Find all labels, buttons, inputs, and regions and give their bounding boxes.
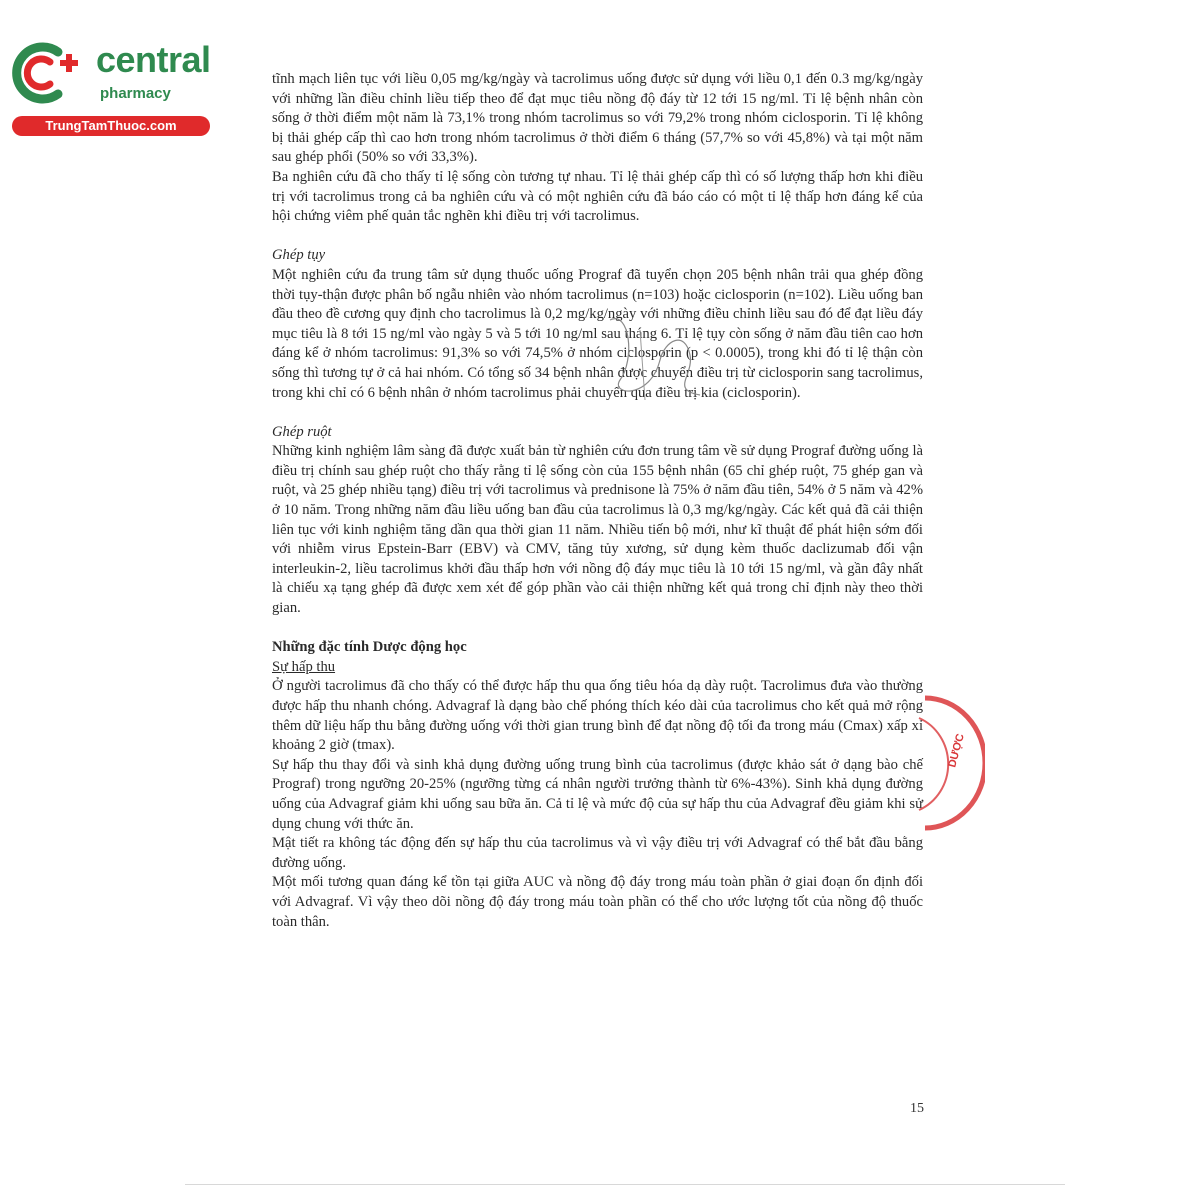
signature-mark bbox=[590, 300, 720, 420]
paragraph-absorption-4: Một mối tương quan đáng kể tồn tại giữa AUC và nồng độ đáy trong máu toàn phần ở giai đoạn ổn định đối với Advagraf. Vì vậy theo dõi nồng độ đáy trong máu toàn phần có thể cho ước lượng tốt của nồng độ thuốc toàn thân. bbox=[272, 874, 923, 930]
heading-absorption: Sự hấp thu bbox=[272, 658, 336, 675]
heading-intestinal-transplant: Ghép ruột bbox=[272, 423, 332, 440]
heading-pharmacokinetics: Những đặc tính Dược động học bbox=[272, 639, 467, 656]
red-stamp bbox=[915, 688, 985, 838]
logo-subtitle: pharmacy bbox=[100, 85, 171, 102]
paragraph-lung-transplant-results: tĩnh mạch liên tục với liều 0,05 mg/kg/ngày và tacrolimus uống được sử dụng với liều 0,1 đến 0.3 mg/kg/ngày với những lần điều chỉnh liều tiếp theo để đạt mục tiêu nồng độ đáy từ 12 tới 15 ng/ml. Tỉ lệ bệnh nhân còn sống ở thời điểm một năm là 73,1% trong nhóm tacrolimus so với 79,2% trong nhóm ciclosporin. Tỉ lệ không bị thải ghép cấp thì cao hơn trong nhóm tacrolimus ở thời điểm 6 tháng (57,7% so với 45,8%) và tại một năm sau ghép phổi (50% so với 33,3%). bbox=[272, 71, 923, 166]
document-body bbox=[272, 70, 923, 932]
heading-pancreas-transplant: Ghép tụy bbox=[272, 247, 326, 264]
logo-website-banner: TrungTamThuoc.com bbox=[12, 116, 210, 136]
paragraph-three-studies: Ba nghiên cứu đã cho thấy tỉ lệ sống còn tương tự nhau. Tỉ lệ thải ghép cấp thì có số lượng thấp hơn khi điều trị với tacrolimus trong cả ba nghiên cứu và có một nghiên cứu đã báo cáo có một tỉ lệ thấp hơn đáng kể của hội chứng viêm phế quản tắc nghẽn khi điều trị với tacrolimus. bbox=[272, 168, 923, 225]
paragraph-absorption-3: Mật tiết ra không tác động đến sự hấp thu của tacrolimus và vì vậy điều trị với Advagraf có thể bắt đầu bằng đường uống. bbox=[272, 835, 923, 871]
page-number: 15 bbox=[910, 1101, 924, 1116]
paragraph-intestinal-transplant: Những kinh nghiệm lâm sàng đã được xuất bản từ nghiên cứu đơn trung tâm về sử dụng Prograf đường uống là điều trị chính sau ghép ruột cho thấy rằng tỉ lệ sống còn của 155 bệnh nhân (65 chỉ ghép ruột, 75 ghép gan và ruột, và 25 ghép nhiều tạng) điều trị với tacrolimus và prednisone là 75% ở năm đầu tiên, 54% ở 5 năm và 42% ở 10 năm. Trong những năm đầu liều uống ban đầu của tacrolimus là 0,3 mg/kg/ngày. Các kết quả đã cải thiện liên tục với kinh nghiệm tăng dần qua thời gian 11 năm. Nhiều tiến bộ mới, như kĩ thuật để phát hiện sớm đối với nhiễm virus Epstein-Barr (EBV) và CMV, tăng tủy xương, sử dụng kèm thuốc daclizumab đối vận interleukin-2, liều tacrolimus khởi đầu thấp hơn với nồng độ đáy mục tiêu là 10 tới 15 ng/ml, và gần đây nhất là chiếu xạ tạng ghép đã được xem xét để góp phần vào cải thiện những kết quả trong chỉ định này theo thời gian. bbox=[272, 443, 923, 617]
paragraph-absorption-2: Sự hấp thu thay đổi và sinh khả dụng đường uống trung bình của tacrolimus (được khảo sát ở dạng bào chế Prograf) trong ngưỡng 20-25% (ngưỡng từng cá nhân người trưởng thành từ 6%-43%). Sinh khả dụng đường uống của Advagraf giảm khi uống sau bữa ăn. Cả tỉ lệ và mức độ của sự hấp thu của Advagraf đều giảm khi sử dụng chung với thức ăn. bbox=[272, 756, 923, 832]
logo-name: central bbox=[96, 39, 211, 80]
stamp-text: DƯỢC bbox=[946, 732, 967, 769]
pharmacy-cross-icon bbox=[10, 38, 80, 108]
paragraph-pancreas-transplant: Một nghiên cứu đa trung tâm sử dụng thuốc uống Prograf đã tuyển chọn 205 bệnh nhân trải qua ghép đồng thời tụy-thận được phân bố ngẫu nhiên vào nhóm tacrolimus (n=103) hoặc ciclosporin (n=102). Liều uống ban đầu theo đề cương quy định cho tacrolimus là 0,2 mg/kg/ngày với những điều chỉnh liều sau đó để đạt liều đáy mục tiêu là 8 tới 15 ng/ml vào ngày 5 và 5 tới 10 ng/ml sau tháng 6. Tỉ lệ tụy còn sống ở năm đầu tiên cao hơn đáng kể ở nhóm tacrolimus: 91,3% so với 74,5% ở nhóm ciclosporin (p < 0.0005), trong khi đó tỉ lệ thận còn sống thì tương tự ở cả hai nhóm. Có tổng số 34 bệnh nhân được chuyển điều trị từ ciclosporin sang tacrolimus, trong khi chỉ có 6 bệnh nhân ở nhóm tacrolimus phải chuyển qua điều trị kia (ciclosporin). bbox=[272, 266, 923, 401]
paragraph-absorption-1: Ở người tacrolimus đã cho thấy có thể được hấp thu qua ống tiêu hóa dạ dày ruột. Tacrolimus đưa vào thường được hấp thu nhanh chóng. Advagraf là dạng bào chế phóng thích kéo dài của tacrolimus cho kết quả mở rộng thêm dữ liệu hấp thu bằng đường uống với thời gian trung bình để đạt nồng độ tối đa trong máu (Cmax) xấp xỉ khoảng 2 giờ (tmax). bbox=[272, 678, 923, 754]
footer-divider bbox=[185, 1184, 1065, 1185]
central-pharmacy-logo bbox=[10, 38, 215, 138]
